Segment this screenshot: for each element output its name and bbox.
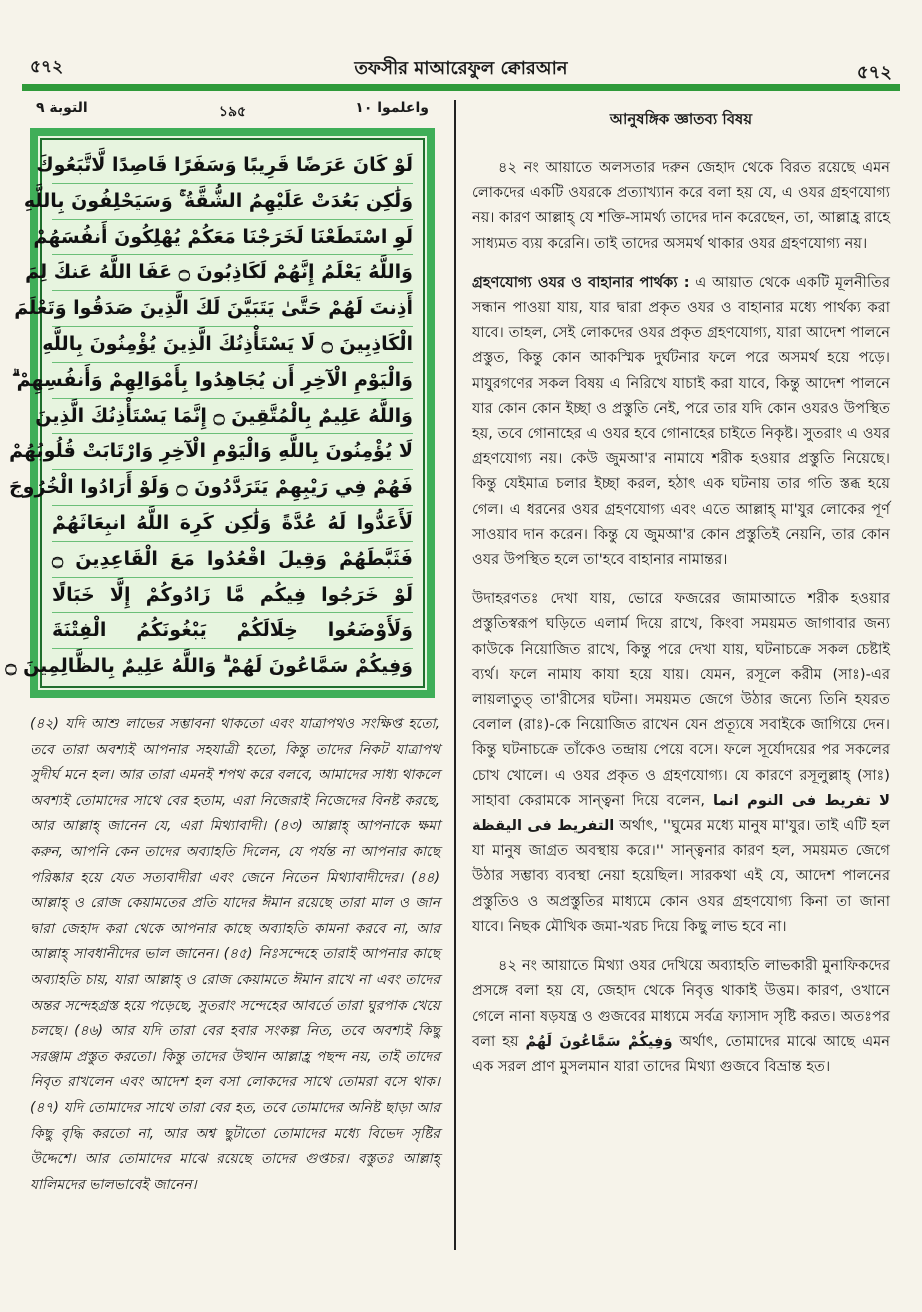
paragraph-3 [472,586,890,939]
hadith-arabic: لا تفريط فى النوم انما التفريط فى اليقظة [472,791,891,835]
page-number-right: ৫৭২ [856,62,892,83]
section-title: আনুষঙ্গিক জ্ঞাতব্য বিষয় [609,110,753,128]
quran-line: لَا يُؤْمِنُونَ بِاللَّهِ وَالْيَوْمِ الْآخِرِ وَارْتَابَتْ قُلُوبُهُمْ [52,434,413,470]
quran-line: وَاللَّهُ عَلِيمٌ بِالْمُتَّقِينَ ۝ إِنَّمَا يَسْتَأْذِنُكَ الَّذِينَ [52,399,413,435]
paragraph-4 [472,953,890,1079]
paragraph-4-text-a: ৪২ নং আয়াতে মিথ্যা ওযর দেখিয়ে অব্যাহতি লাভকারী মুনাফিকদের প্রসঙ্গে বলা হয় যে, জেহাদ থেকে নিবৃত্ত থাকাই উত্তম। কারণ, ওখানে গেলে নানা ষড়যন্ত্র ও গুজবের মাধ্যমে সর্বত্র ফ্যাসাদ সৃষ্টি করত। অতঃপর বলা হয় [472,957,890,1050]
page-header [22,48,900,82]
quran-line: وَلَٰكِن بَعُدَتْ عَلَيْهِمُ الشُّقَّةُ ۚ وَسَيَحْلِفُونَ بِاللَّهِ [52,184,413,220]
paragraph-2-heading: গ্রহণযোগ্য ওযর ও বাহানার পার্থক্য : [472,273,690,291]
page-number-left: ৫৭২ [30,57,64,77]
surah-bar [30,96,435,122]
quran-line: الْكَاذِبِينَ ۝ لَا يَسْتَأْذِنُكَ الَّذِينَ يُؤْمِنُونَ بِاللَّهِ [52,327,413,363]
paragraph-3-text-b: অর্থাৎ, ''ঘুমের মধ্যে মানুষ মা'যুর। তাই এটি হল যা মানুষ জাগ্রত অবস্থায় করে।'' সান্ত্বনার কারণ হল, সময়মত জেগে উঠার সম্ভাব্য ব্যবস্থা নেয়া হয়েছিল। সারকথা এই যে, আদেশ পালনের প্রস্তুতিও ও অপ্রস্তুতির মাধ্যমে কোন ওযর গ্রহণযোগ্য কিনা তা জানা যাবে। নিছক মৌখিক জমা-খরচ দিয়ে কিছু লাভ হবে না। [472,817,890,935]
quran-line: وَفِيكُمْ سَمَّاعُونَ لَهُمْ ۗ وَاللَّهُ عَلِيمٌ بِالظَّالِمِينَ ۝ [5,655,413,678]
paragraph-1 [472,155,890,256]
quran-line: لَوِ اسْتَطَعْنَا لَخَرَجْنَا مَعَكُمْ يُهْلِكُونَ أَنفُسَهُمْ [52,220,413,256]
quran-line: لَوْ خَرَجُوا فِيكُم مَّا زَادُوكُمْ إِلَّا خَبَالًا [52,578,413,614]
paragraph-4-text-b: অর্থাৎ, তোমাদের মাঝে আছে এমন এক সরল প্রাণ মুসলমান যারা তাদের মিথ্যা গুজবে বিভ্রান্ত হত। [472,1032,890,1075]
quran-text-frame [5,128,435,698]
quran-line: أَذِنتَ لَهُمْ حَتَّىٰ يَتَبَيَّنَ لَكَ الَّذِينَ صَدَقُوا وَتَعْلَمَ [52,291,413,327]
quran-line: وَلَأَوْضَعُوا خِلَالَكُمْ يَبْغُونَكُمُ الْفِتْنَةَ [52,613,413,649]
bengali-translation: (৪২) যদি আশু লাভের সম্ভাবনা থাকতো এবং যাত্রাপথও সংক্ষিপ্ত হতো, তবে তারা অবশ্যই আপনার সহযাত্রী হতো, কিন্তু তাদের নিকট যাত্রাপথ সুদীর্ঘ মনে হল। আর তারা এমনই শপথ করে বলবে, আমাদের সাধ্য থাকলে অবশ্যই তোমাদের সাথে বের হতাম, এরা নিজেরাই নিজেদের বিনষ্ট করছে, আর আল্লাহ্ জানেন যে, এরা মিথ্যাবাদী। (৪৩) আল্লাহ্ আপনাকে ক্ষমা করুন, আপনি কেন তাদের অব্যাহতি দিলেন, যে পর্যন্ত না আপনার কাছে পরিষ্কার হয়ে যেত সত্যবাদীরা এবং জেনে নিতেন মিথ্যাবাদীদের। (৪৪) আল্লাহ্ ও রোজ কেয়ামতের প্রতি যাদের ঈমান রয়েছে তারা মাল ও জান দ্বারা জেহাদ করা থেকে আপনার কাছে অব্যাহতি কামনা করবে না, আর আল্লাহ্ সাবধানীদের ভাল জানেন। (৪৫) নিঃসন্দেহে তারাই আপনার কাছে অব্যাহতি চায়, যারা আল্লাহ্ ও রোজ কেয়ামতে ঈমান রাখে না এবং তাদের অন্তর সন্দেহগ্রস্ত হয়ে পড়েছে, সুতরাং সন্দেহের আবর্তে তারা ঘুরপাক খেয়ে চলছে। (৪৬) আর যদি তারা বের হবার সংকল্প নিত, তবে অবশ্যই কিছু সরঞ্জাম প্রস্তুত করতো। কিন্তু তাদের উত্থান আল্লাহ্র পছন্দ নয়, তাই তাদের নিবৃত রাখলেন এবং আদেশ হল বসা লোকদের সাথে তোমরা বসে থাক। (৪৭) যদি তোমাদের সাথে তারা বের হত, তবে তোমাদের অনিষ্ট ছাড়া আর কিছু বৃদ্ধি করতো না, আর অশ্ব ছুটাতো তোমাদের মধ্যে বিভেদ সৃষ্টির উদ্দেশে। আর তোমাদের মাঝে রয়েছে তাদের গুপ্তচর। বস্তুতঃ আল্লাহ্ যালিমদের ভালভাবেই জানেন। [30,716,440,1193]
surah-page-number: ১৯৫ [218,104,247,120]
quran-line: لَوْ كَانَ عَرَضًا قَرِيبًا وَسَفَرًا قَاصِدًا لَّاتَّبَعُوكَ [52,148,413,184]
quran-line: فَثَبَّطَهُمْ وَقِيلَ اقْعُدُوا مَعَ الْقَاعِدِينَ ۝ [52,542,413,578]
paragraph-3-text-a: উদাহরণতঃ দেখা যায়, ভোরে ফজরের জামাআতে শরীক হওয়ার প্রস্তুতিস্বরূপ ঘড়িতে এলার্ম দিয়ে রাখে, কিংবা সময়মত জাগাবার জন্য কাউকে নিয়োজিত রাখে, কিন্তু পরে দেখা যায়, ঘটনাচক্রে সকল চেষ্টাই ব্যর্থ। ফলে নামায কাযা হয়ে যায়। যেমন, রসূলে করীম (সাঃ)-এর লায়লাতুত্ তা'রীসের ঘটনা। সময়মত জেগে উঠার জন্যে তিনি হযরত বেলাল (রাঃ)-কে নিয়োজিত রাখেন যেন প্রত্যূষে সবাইকে জাগিয়ে দেন। কিন্তু ঘটনাচক্রে তাঁকেও তন্দ্রায় পেয়ে বসে। ফলে সূর্যোদয়ের পর সকলের চোখ খোলে। এ ওযর প্রকৃত ও গ্রহণযোগ্য। যে কারণে রসূলুল্লাহ্ (সাঃ) সাহাবা কেরামকে সান্ত্বনা দিয়ে বলেন, [472,590,890,809]
column-divider [454,100,456,1250]
quran-lines [5,148,413,678]
juz-name: واعلموا ١٠ [355,100,429,116]
ayah-quote-arabic: وَفِيكُمْ سَمَّاعُونَ لَهُمْ [525,1032,673,1050]
quran-line: فَهُمْ فِي رَيْبِهِمْ يَتَرَدَّدُونَ ۝ وَلَوْ أَرَادُوا الْخُرُوجَ [52,470,413,506]
surah-name: التوبة ٩ [36,100,88,116]
commentary-column [472,108,890,1093]
paragraph-2 [472,270,890,572]
book-title: তফসীর মাআরেফুল ক্বোরআন [354,58,568,79]
quran-line: وَالْيَوْمِ الْآخِرِ أَن يُجَاهِدُوا بِأَمْوَالِهِمْ وَأَنفُسِهِمْ ۗ [52,363,413,399]
paragraph-1-text: ৪২ নং আয়াতে অলসতার দরুন জেহাদ থেকে বিরত রয়েছে এমন লোকদের একটি ওযরকে প্রত্যাখ্যান করে বলা হয় যে, এ ওযর গ্রহণযোগ্য নয়। কারণ আল্লাহ্ যে শক্তি-সামর্থ্য তাদের দান করেছেন, তা, আল্লাহ্র রাহে সাধ্যমত ব্যয় করেনি। তাই তাদের অসমর্থ থাকার ওযর গ্রহণযোগ্য নয়। [472,159,890,252]
quran-line: لَأَعَدُّوا لَهُ عُدَّةً وَلَٰكِن كَرِهَ اللَّهُ انبِعَاثَهُمْ [52,506,413,542]
header-rule [22,84,900,91]
paragraph-2-text: এ আয়াত থেকে একটি মূলনীতির সন্ধান পাওয়া যায়, যার দ্বারা প্রকৃত ওযর ও বাহানার মধ্যে পার্থক্য করা যাবে। তাহল, সেই লোকদের ওযর প্রকৃত গ্রহণযোগ্য, যারা আদেশ পালনে প্রস্তুত, কিন্তু কোন আকস্মিক দুর্ঘটনার ফলে পরে অসমর্থ হয়ে পড়ে। মাযুরগণের সকল বিষয় এ নিরিখে যাচাই করা যাবে, কিন্তু আদেশ পালনে যার কোন কোন ইচ্ছা ও প্রস্তুতি নেই, পরে তার যদি কোন ওযরও উপস্থিত হয়, তবে গোনাহের এ ওযর হবে গোনাহের চাইতে নিকৃষ্ট। সুতরাং এ ওযর গ্রহণযোগ্য নয়। কেউ জুমআ'র নামাযে শরীক হওয়ার প্রস্তুতি নিয়েছে। কিন্তু যেইমাত্র চলার ইচ্ছা করল, হঠাৎ এক ঘটনায় তার গতি স্তব্ধ হয়ে গেল। এ ধরনের ওযর গ্রহণযোগ্য এবং এতে আল্লাহ্ মা'যুর লোকের পূর্ণ সাওয়াব দান করেন। কিন্তু যে জুমআ'র কোন প্রস্তুতিই নেয়নি, তার কোন ওযর উপস্থিত হলে তা'হবে বাহানার নামান্তর। [472,273,890,569]
quran-line: وَاللَّهُ يَعْلَمُ إِنَّهُمْ لَكَاذِبُونَ ۝ عَفَا اللَّهُ عَنكَ لِمَ [52,255,413,291]
